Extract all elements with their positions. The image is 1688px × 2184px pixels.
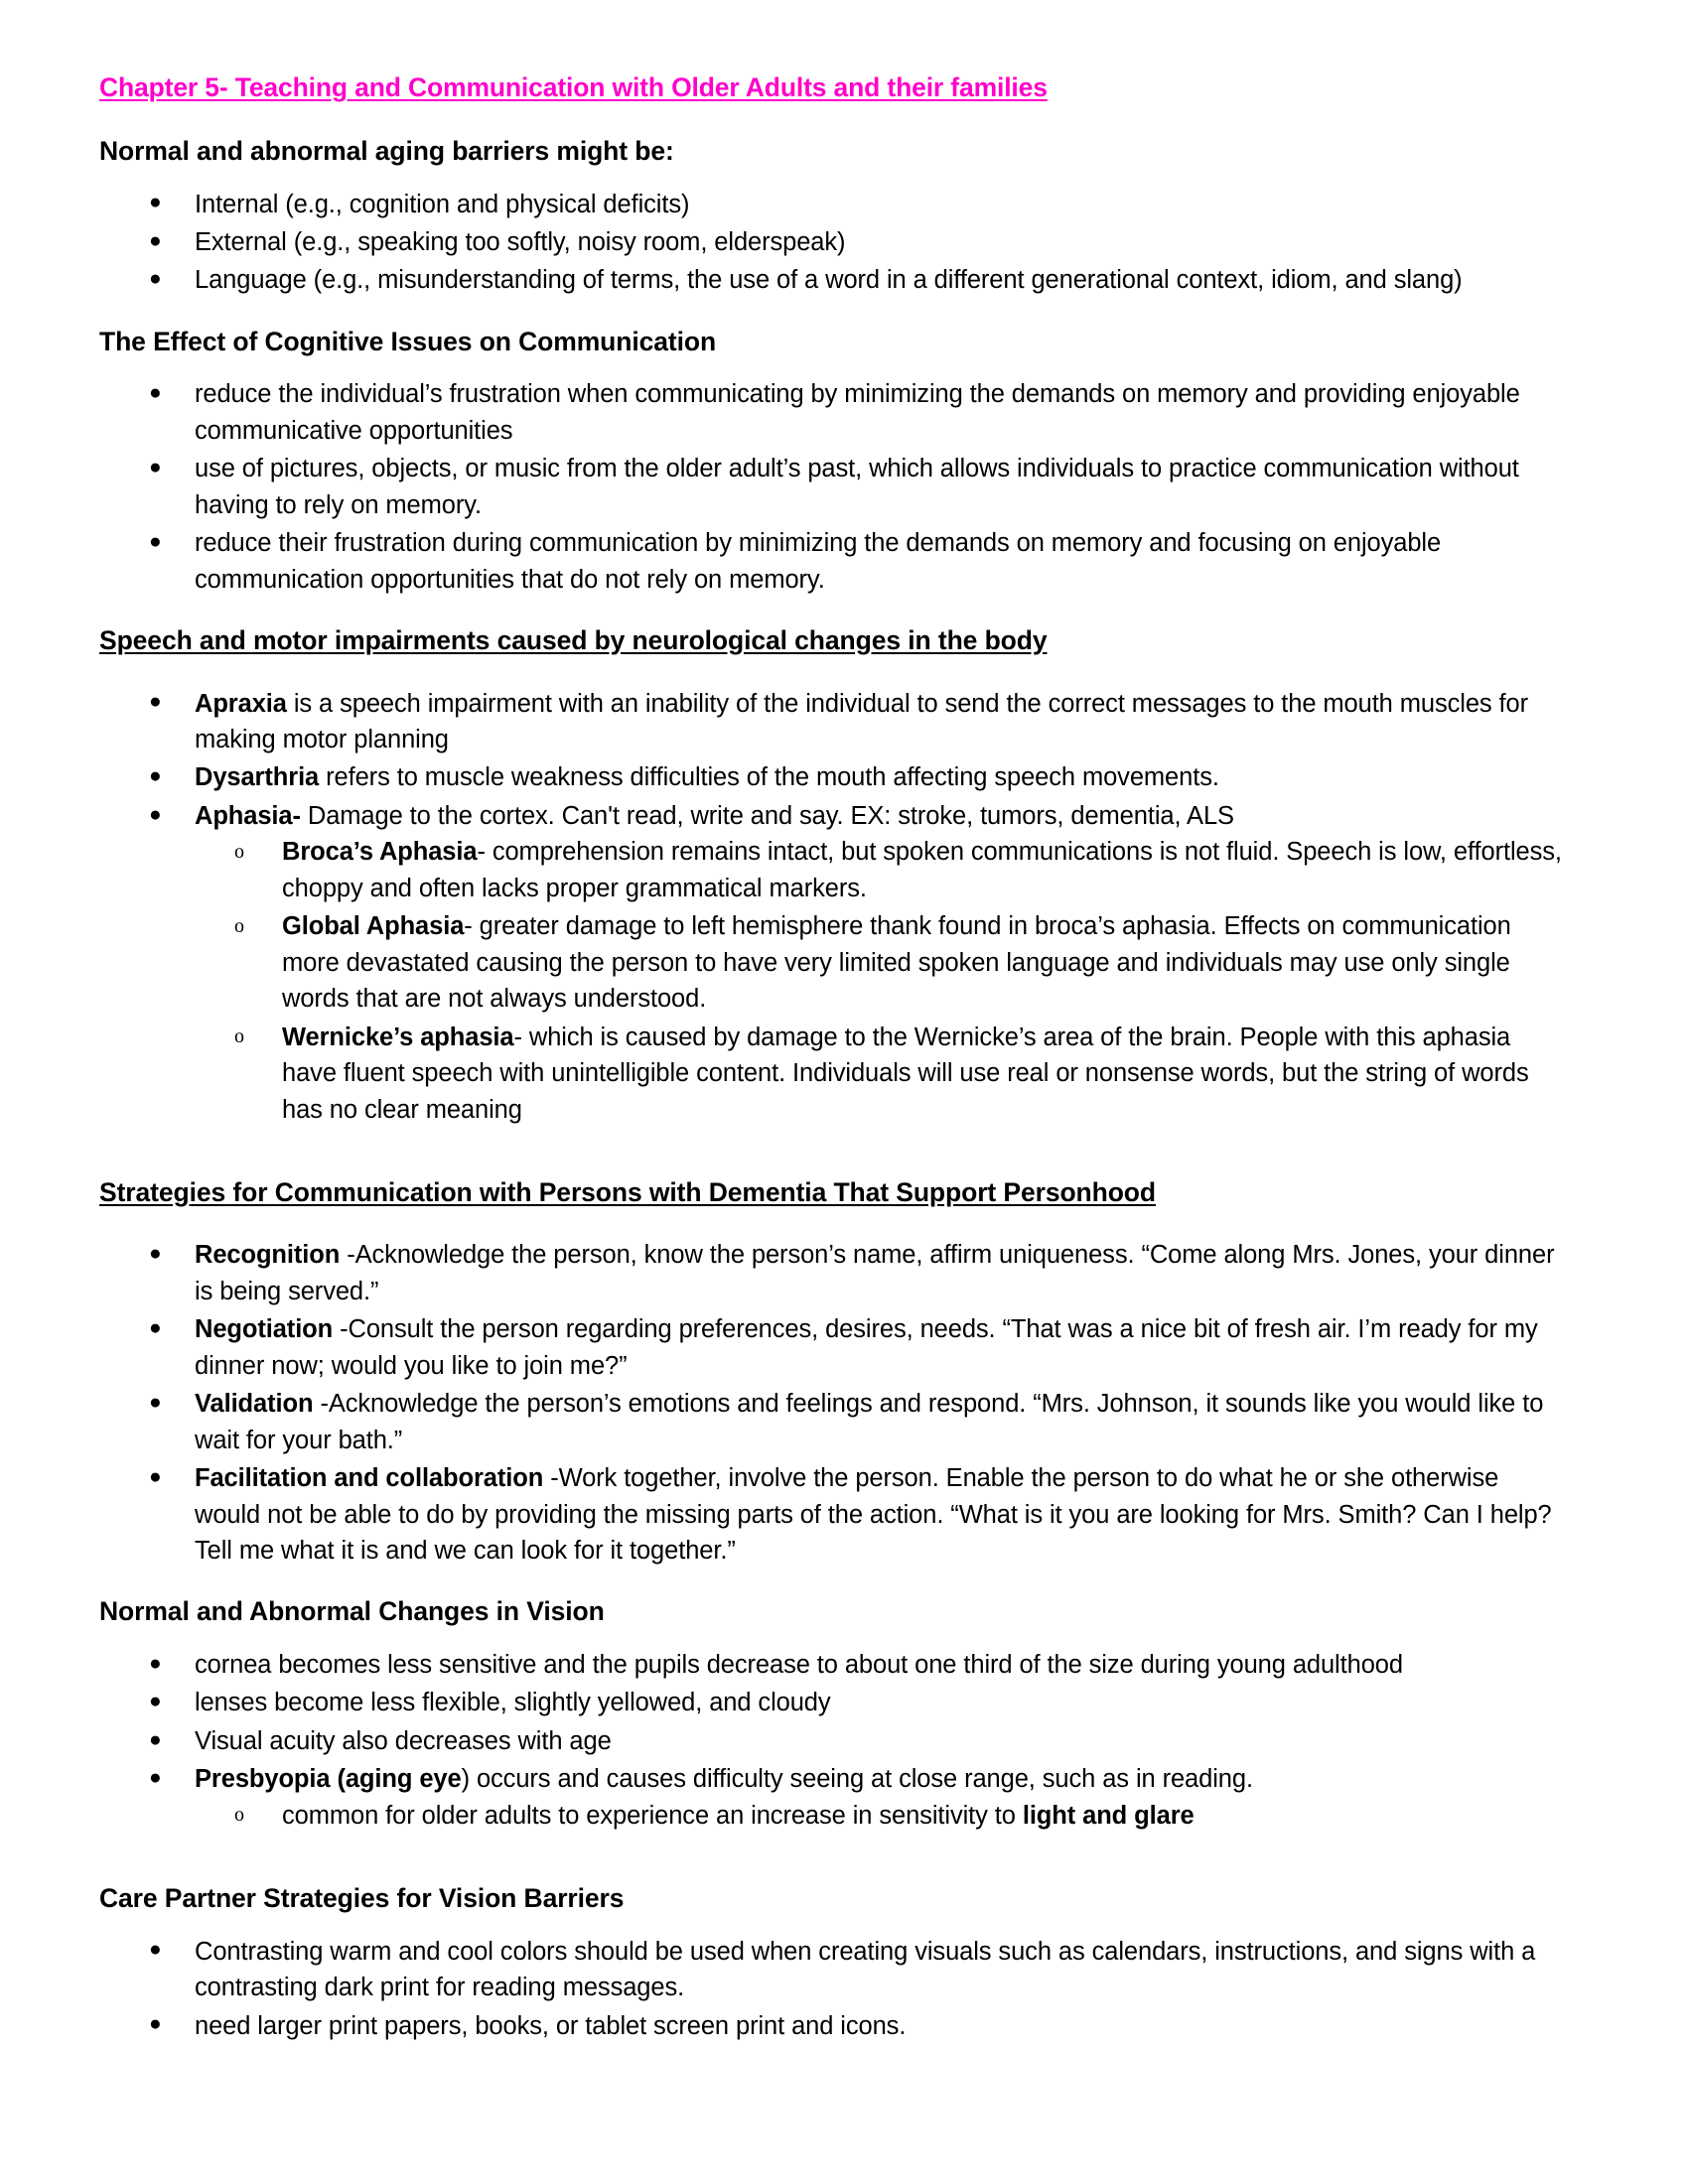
sub-bullet-icon: o (234, 1804, 244, 1827)
list-item-term: Wernicke’s aphasia (282, 1023, 514, 1051)
list-item-text: is a speech impairment with an inability of the individual to send the correct messages to the mouth muscles for making motor planning (195, 689, 1529, 753)
list-care-partner-strategies (99, 1934, 1569, 2044)
section-heading-vision-changes: Normal and Abnormal Changes in Vision (99, 1596, 605, 1627)
list-item (99, 759, 1569, 795)
list-item-text: lenses become less flexible, slightly yellowed, and cloudy (195, 1689, 831, 1717)
list-item (195, 908, 1569, 1017)
list-item-term: Aphasia- (195, 801, 301, 830)
bullet-icon: ● (149, 1464, 162, 1488)
list-item-term: Dysarthria (195, 763, 320, 792)
list-vision-changes (99, 1647, 1569, 1834)
list-item (99, 1934, 1569, 2006)
list-item-text: -Acknowledge the person’s emotions and feelings and respond. “Mrs. Johnson, it sounds like you would like to wait for your bath.” (195, 1390, 1544, 1454)
bullet-icon: ● (149, 1766, 162, 1790)
list-item-text: External (e.g., speaking too softly, noisy room, elderspeak) (195, 228, 846, 257)
list-item-term: Validation (195, 1390, 314, 1419)
list-item (99, 1685, 1569, 1720)
list-item (99, 187, 1569, 222)
list-item (99, 1723, 1569, 1759)
list-item-term: Broca’s Aphasia (282, 838, 478, 867)
list-item-text: cornea becomes less sensitive and the pupils decrease to about one third of the size during young adulthood (195, 1650, 1403, 1679)
section-heading-cognitive-issues: The Effect of Cognitive Issues on Communication (99, 326, 717, 356)
bullet-icon: ● (149, 690, 162, 714)
list-item (99, 686, 1569, 758)
section-heading-wrap-speech-impairments (99, 623, 1569, 667)
bullet-icon: ● (149, 1316, 162, 1340)
list-item (195, 834, 1569, 906)
bullet-icon: ● (149, 1391, 162, 1415)
list-item (99, 224, 1569, 260)
bullet-icon: ● (149, 1242, 162, 1266)
bullet-icon: ● (149, 456, 162, 479)
list-item-text: - comprehension remains intact, but spoken communications is not fluid. Speech is low, effortless, choppy and often lacks proper grammatical markers. (282, 838, 1562, 902)
list-item (99, 262, 1569, 298)
list-item-text: Contrasting warm and cool colors should be used when creating visuals such as calendars, instructions, and signs with a contrasting dark print for reading messages. (195, 1937, 1536, 2002)
list-dementia-strategies (99, 1237, 1569, 1569)
bullet-icon: ● (149, 1651, 162, 1675)
list-item-text: reduce their frustration during communication by minimizing the demands on memory and focusing on enjoyable communication opportunities that do not rely on memory. (195, 529, 1442, 594)
bullet-icon: ● (149, 764, 162, 788)
list-item-text: reduce the individual’s frustration when communicating by minimizing the demands on memory and providing enjoyable communicative opportunities (195, 380, 1520, 445)
bullet-icon: ● (149, 1938, 162, 1962)
sub-bullet-icon: o (234, 914, 244, 937)
list-item (99, 1237, 1569, 1309)
section-heading-wrap-dementia-strategies (99, 1175, 1569, 1219)
list-item-text: need larger print papers, books, or tablet screen print and icons. (195, 2011, 907, 2040)
document-body (99, 71, 1569, 2044)
list-cognitive-issues (99, 376, 1569, 598)
bullet-icon: ● (149, 267, 162, 291)
list-aging-barriers (99, 187, 1569, 299)
sublist-aphasia-types (195, 834, 1569, 1128)
list-speech-impairments (99, 686, 1569, 1128)
list-item-text: use of pictures, objects, or music from the older adult’s past, which allows individuals to practice communication without having to rely on memory. (195, 455, 1519, 519)
bullet-icon: ● (149, 1690, 162, 1713)
list-item (99, 376, 1569, 449)
section-heading-care-partner-strategies: Care Partner Strategies for Vision Barriers (99, 1883, 625, 1914)
bullet-icon: ● (149, 802, 162, 826)
list-item (99, 798, 1569, 1128)
sub-bullet-icon: o (234, 1024, 244, 1047)
bullet-icon: ● (149, 191, 162, 214)
list-item-text: - greater damage to left hemisphere thank found in broca’s aphasia. Effects on communication more devastated causing the person to have very limited spoken language and individuals may use only single words that are not always understood. (282, 912, 1511, 1014)
list-item-text: Language (e.g., misunderstanding of terms, the use of a word in a different generational context, idiom, and slang) (195, 266, 1463, 295)
bullet-icon: ● (149, 228, 162, 252)
bullet-icon: ● (149, 1727, 162, 1751)
list-item-text: Damage to the cortex. Can't read, write and say. EX: stroke, tumors, dementia, ALS (300, 801, 1234, 830)
list-item-text: -Work together, involve the person. Enable the person to do what he or she otherwise would not be able to do by providing the missing parts of the action. “What is it you are looking for Mrs. Smith? Can I help? Tell me what it is and we can look for it together.” (195, 1464, 1552, 1566)
sub-bullet-icon: o (234, 840, 244, 863)
chapter-title: Chapter 5- Teaching and Communication with Older Adults and their families (99, 72, 1048, 102)
list-item (99, 1460, 1569, 1569)
list-item-term: Facilitation and collaboration (195, 1464, 544, 1493)
list-item-term: Global Aphasia (282, 912, 465, 941)
list-item (195, 1020, 1569, 1128)
list-item (99, 451, 1569, 523)
list-item (99, 1761, 1569, 1834)
list-item-text: refers to muscle weakness difficulties of the mouth affecting speech movements. (319, 763, 1219, 792)
bullet-icon: ● (149, 2012, 162, 2036)
bullet-icon: ● (149, 530, 162, 553)
section-heading-speech-impairments: Speech and motor impairments caused by neurological changes in the body (99, 625, 1048, 656)
list-item (99, 2008, 1569, 2044)
list-item-text: common for older adults to experience an increase in sensitivity to (282, 1801, 1023, 1830)
sublist-presbyopia (195, 1798, 1569, 1834)
list-item-text: -Consult the person regarding preferences, desires, needs. “That was a nice bit of fresh air. I’m ready for my dinner now; would you like to join me?” (195, 1315, 1538, 1380)
list-item (99, 1386, 1569, 1458)
bullet-icon: ● (149, 381, 162, 405)
list-item-text: -Acknowledge the person, know the person’s name, affirm uniqueness. “Come along Mrs. Jones, your dinner is being served.” (195, 1241, 1555, 1305)
list-item-term: Apraxia (195, 689, 294, 718)
list-item-term: Presbyopia (aging eye (195, 1765, 462, 1794)
section-heading-dementia-strategies: Strategies for Communication with Persons with Dementia That Support Personhood (99, 1176, 1156, 1207)
list-item-text: - which is caused by damage to the Wernicke’s area of the brain. People with this aphasia have fluent speech with unintelligible content. Individuals will use real or nonsense words, but the string of words has no clear meaning (282, 1023, 1529, 1124)
section-heading-aging-barriers: Normal and abnormal aging barriers might be: (99, 136, 674, 167)
list-item (99, 1311, 1569, 1384)
list-item (99, 1647, 1569, 1683)
list-item-text: Internal (e.g., cognition and physical deficits) (195, 190, 690, 218)
list-item-term: Negotiation (195, 1315, 334, 1344)
list-item-term: Recognition (195, 1241, 341, 1270)
list-item-text: Visual acuity also decreases with age (195, 1726, 612, 1755)
list-item (195, 1798, 1569, 1834)
list-item-term: light and glare (1022, 1801, 1195, 1830)
list-item-text: ) occurs and causes difficulty seeing at close range, such as in reading. (461, 1765, 1253, 1794)
list-item (99, 525, 1569, 598)
